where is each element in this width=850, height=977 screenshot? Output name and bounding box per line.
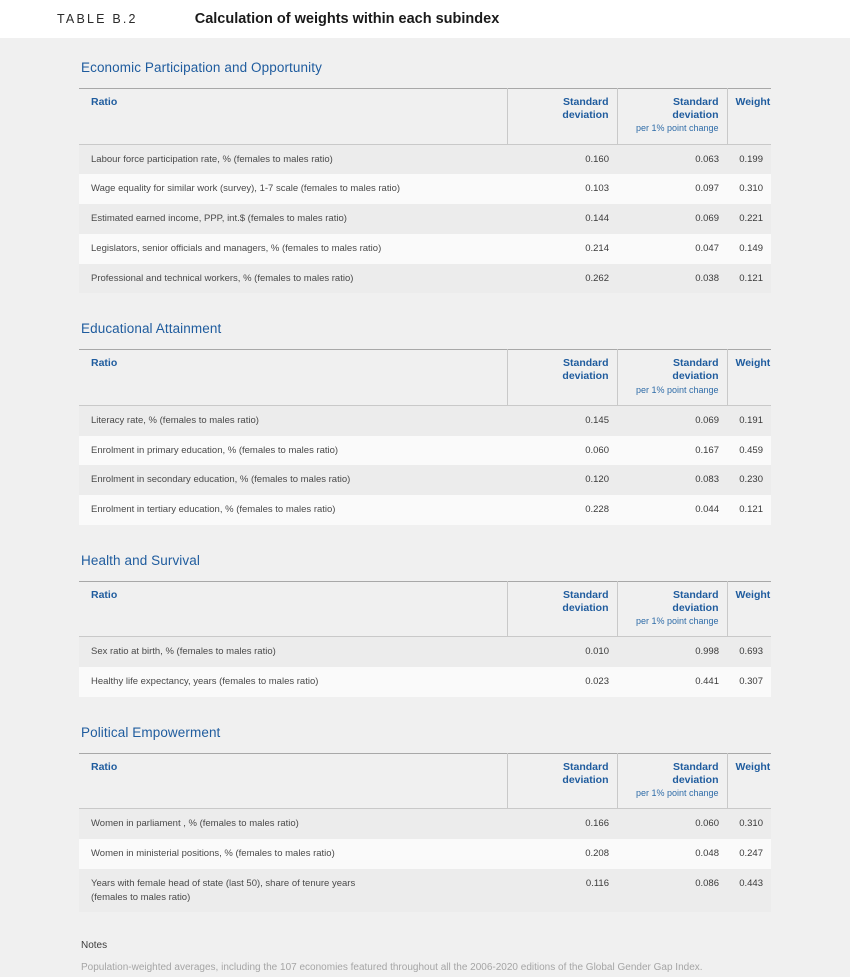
- subindex-section: [79, 725, 771, 913]
- cell-standard-deviation: 0.060: [585, 444, 609, 456]
- cell-standard-deviation-per-point: 0.069: [695, 213, 719, 225]
- column-header-standard-deviation-per-point: [617, 581, 727, 637]
- table-header-bar: [0, 0, 850, 38]
- cell-ratio: Healthy life expectancy, years (females to males ratio): [91, 676, 319, 688]
- section-heading: Economic Participation and Opportunity: [81, 60, 322, 75]
- column-header-ratio: Ratio: [79, 581, 507, 637]
- column-header-standard-deviation-per-point: [617, 89, 727, 145]
- column-header-sub-label: per 1% point change: [635, 384, 719, 395]
- cell-standard-deviation-per-point: 0.044: [695, 504, 719, 516]
- cell-ratio: Women in parliament , % (females to males ratio): [91, 818, 299, 830]
- column-header-standard-deviation: Standard deviation: [507, 89, 617, 145]
- cell-standard-deviation: 0.145: [585, 414, 609, 426]
- cell-standard-deviation: 0.214: [585, 242, 609, 254]
- table-row: [79, 465, 771, 495]
- cell-standard-deviation-per-point: 0.047: [695, 242, 719, 254]
- page-body: [0, 38, 850, 974]
- cell-weight: 0.149: [739, 242, 763, 254]
- cell-standard-deviation-per-point: 0.063: [695, 153, 719, 165]
- table-row: [79, 667, 771, 697]
- cell-ratio: Enrolment in tertiary education, % (females to males ratio): [91, 504, 336, 516]
- cell-weight: 0.199: [739, 153, 763, 165]
- cell-weight: 0.121: [739, 504, 763, 516]
- section-heading: Political Empowerment: [81, 724, 221, 740]
- column-header-main-label: Standard deviation: [672, 357, 719, 383]
- column-header-ratio: Ratio: [79, 753, 507, 809]
- table-row: [79, 869, 771, 913]
- cell-ratio: Wage equality for similar work (survey), 1-7 scale (females to males ratio): [91, 183, 401, 195]
- cell-standard-deviation: 0.228: [585, 504, 609, 516]
- table-row: [79, 234, 771, 264]
- cell-standard-deviation: 0.010: [585, 646, 609, 658]
- cell-weight: 0.307: [739, 676, 763, 688]
- column-header-ratio: Ratio: [79, 350, 507, 406]
- cell-standard-deviation-per-point: 0.038: [695, 272, 719, 284]
- table-row: [79, 809, 771, 839]
- cell-ratio: Estimated earned income, PPP, int.$ (females to males ratio): [91, 213, 347, 225]
- column-header-standard-deviation-per-point: [617, 350, 727, 406]
- column-header-sub-label: per 1% point change: [635, 788, 719, 799]
- table-row: [79, 839, 771, 869]
- column-header-weight: Weight: [727, 581, 771, 637]
- cell-ratio: Sex ratio at birth, % (females to males ratio): [91, 646, 276, 658]
- column-header-weight: Weight: [727, 753, 771, 809]
- cell-ratio: Women in ministerial positions, % (females to males ratio): [91, 848, 335, 860]
- column-header-standard-deviation: Standard deviation: [507, 581, 617, 637]
- subindex-table: [79, 349, 771, 525]
- cell-ratio: Professional and technical workers, % (females to males ratio): [91, 272, 354, 284]
- cell-ratio: Enrolment in primary education, % (females to males ratio): [91, 444, 339, 456]
- table-header-row: [79, 350, 771, 406]
- table-row: [79, 264, 771, 294]
- table-number-label: TABLE B.2: [57, 12, 138, 26]
- cell-standard-deviation: 0.208: [585, 848, 609, 860]
- tables-container: [79, 38, 771, 977]
- cell-standard-deviation: 0.103: [585, 183, 609, 195]
- table-row: [79, 174, 771, 204]
- table-title: Calculation of weights within each subindex: [194, 11, 500, 27]
- cell-standard-deviation-per-point: 0.097: [695, 183, 719, 195]
- cell-standard-deviation-per-point: 0.048: [695, 848, 719, 860]
- section-heading: Educational Attainment: [81, 321, 222, 337]
- cell-ratio: Enrolment in secondary education, % (females to males ratio): [91, 474, 351, 486]
- cell-standard-deviation-per-point: 0.441: [695, 676, 719, 688]
- subindex-section: [79, 553, 771, 697]
- table-row: [79, 436, 771, 466]
- table-row: [79, 144, 771, 174]
- cell-ratio: Labour force participation rate, % (females to males ratio): [91, 153, 333, 165]
- column-header-sub-label: per 1% point change: [635, 616, 719, 627]
- cell-standard-deviation: 0.262: [585, 272, 609, 284]
- notes-block: [79, 940, 771, 977]
- table-header-row: [79, 753, 771, 809]
- cell-weight: 0.121: [739, 272, 763, 284]
- cell-ratio: Years with female head of state (last 50), share of tenure years (females to males ratio): [91, 877, 356, 903]
- cell-standard-deviation-per-point: 0.083: [695, 474, 719, 486]
- subindex-table: [79, 753, 771, 913]
- column-header-standard-deviation-per-point: [617, 753, 727, 809]
- column-header-standard-deviation: Standard deviation: [507, 753, 617, 809]
- column-header-main-label: Standard deviation: [672, 588, 719, 615]
- cell-weight: 0.191: [739, 414, 763, 426]
- cell-ratio: Literacy rate, % (females to males ratio): [91, 414, 259, 426]
- cell-standard-deviation: 0.166: [585, 818, 609, 830]
- cell-weight: 0.221: [739, 213, 763, 225]
- column-header-main-label: Standard deviation: [672, 760, 719, 787]
- subindex-table: [79, 581, 771, 697]
- cell-standard-deviation: 0.023: [585, 676, 609, 688]
- cell-standard-deviation-per-point: 0.167: [695, 444, 719, 456]
- cell-weight: 0.693: [739, 646, 763, 658]
- table-header-row: [79, 89, 771, 145]
- notes-title: Notes: [81, 940, 108, 952]
- column-header-ratio: Ratio: [79, 89, 507, 145]
- table-row: [79, 204, 771, 234]
- column-header-main-label: Standard deviation: [672, 96, 719, 122]
- subindex-section: [79, 60, 771, 293]
- table-row: [79, 637, 771, 667]
- cell-standard-deviation: 0.116: [585, 877, 609, 889]
- cell-weight: 0.230: [739, 474, 763, 486]
- column-header-standard-deviation: Standard deviation: [507, 350, 617, 406]
- cell-standard-deviation-per-point: 0.060: [695, 818, 719, 830]
- table-row: [79, 495, 771, 525]
- table-row: [79, 405, 771, 435]
- cell-standard-deviation-per-point: 0.086: [695, 877, 719, 889]
- column-header-sub-label: per 1% point change: [635, 123, 719, 134]
- cell-standard-deviation-per-point: 0.069: [695, 414, 719, 426]
- subindex-section: [79, 321, 771, 525]
- column-header-weight: Weight: [727, 350, 771, 406]
- cell-ratio: Legislators, senior officials and managers, % (females to males ratio): [91, 242, 382, 254]
- cell-standard-deviation: 0.160: [585, 153, 609, 165]
- notes-body: Population-weighted averages, including the 107 economies featured throughout all the 2006-2020 editions of the Global Gender Gap Index.: [81, 962, 703, 974]
- sections-root: [79, 60, 771, 912]
- cell-standard-deviation: 0.120: [585, 474, 609, 486]
- cell-standard-deviation-per-point: 0.998: [695, 646, 719, 658]
- subindex-table: [79, 88, 771, 293]
- column-header-weight: Weight: [727, 89, 771, 145]
- cell-weight: 0.247: [739, 848, 763, 860]
- cell-weight: 0.310: [739, 818, 763, 830]
- table-header-row: [79, 581, 771, 637]
- cell-weight: 0.459: [739, 444, 763, 456]
- cell-standard-deviation: 0.144: [585, 213, 609, 225]
- cell-weight: 0.310: [739, 183, 763, 195]
- section-heading: Health and Survival: [81, 552, 200, 568]
- cell-weight: 0.443: [739, 877, 763, 889]
